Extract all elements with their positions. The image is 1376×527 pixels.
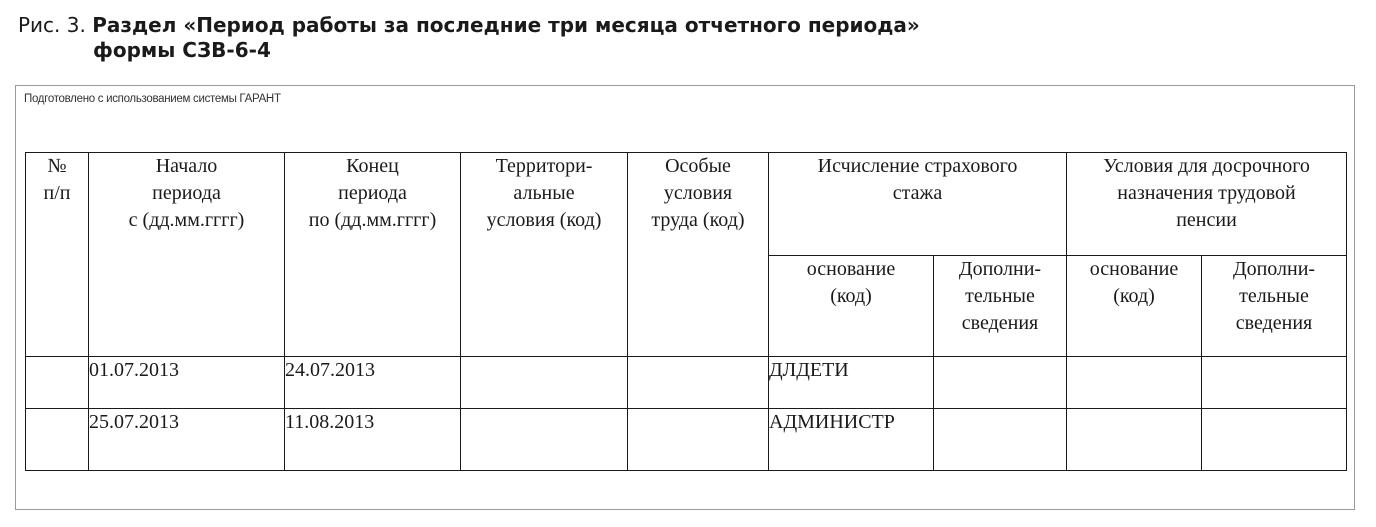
header-pen-basis: основание (код) [1067, 256, 1202, 357]
cell-pen-basis [1067, 409, 1202, 471]
cell-start: 01.07.2013 [89, 357, 285, 409]
header-start: Начало периода с (дд.мм.гггг) [89, 153, 285, 357]
figure-number: Рис. 3. [18, 13, 86, 37]
cell-ins-basis: ДЛДЕТИ [769, 357, 934, 409]
cell-num [26, 357, 89, 409]
cell-special [628, 357, 769, 409]
figure-title-line1: Раздел «Период работы за последние три месяца отчетного периода» [92, 13, 920, 37]
cell-pen-additional [1202, 357, 1347, 409]
header-early-pension: Условия для досрочного назначения трудовой пенсии [1067, 153, 1347, 256]
header-ins-additional: Дополни- тельные сведения [934, 256, 1067, 357]
header-pen-additional: Дополни- тельные сведения [1202, 256, 1347, 357]
header-end: Конец периода по (дд.мм.гггг) [285, 153, 461, 357]
cell-territorial [461, 357, 628, 409]
header-special: Особые условия труда (код) [628, 153, 769, 357]
cell-ins-additional [934, 409, 1067, 471]
cell-ins-additional [934, 357, 1067, 409]
cell-end: 11.08.2013 [285, 409, 461, 471]
cell-special [628, 409, 769, 471]
header-territorial: Территори- альные условия (код) [461, 153, 628, 357]
cell-pen-basis [1067, 357, 1202, 409]
cell-territorial [461, 409, 628, 471]
cell-num [26, 409, 89, 471]
work-period-table [25, 152, 1347, 471]
cell-pen-additional [1202, 409, 1347, 471]
header-row-top [26, 153, 1347, 256]
figure-caption [18, 13, 920, 63]
cell-ins-basis: АДМИНИСТР [769, 409, 934, 471]
cell-start: 25.07.2013 [89, 409, 285, 471]
header-num: № п/п [26, 153, 89, 357]
cell-end: 24.07.2013 [285, 357, 461, 409]
header-ins-basis: основание (код) [769, 256, 934, 357]
table-row [26, 409, 1347, 471]
table-row [26, 357, 1347, 409]
figure-title-line2: формы СЗВ-6-4 [93, 38, 271, 62]
source-note: Подготовлено с использованием системы ГАРАНТ [24, 93, 281, 105]
header-insurance: Исчисление страхового стажа [769, 153, 1067, 256]
